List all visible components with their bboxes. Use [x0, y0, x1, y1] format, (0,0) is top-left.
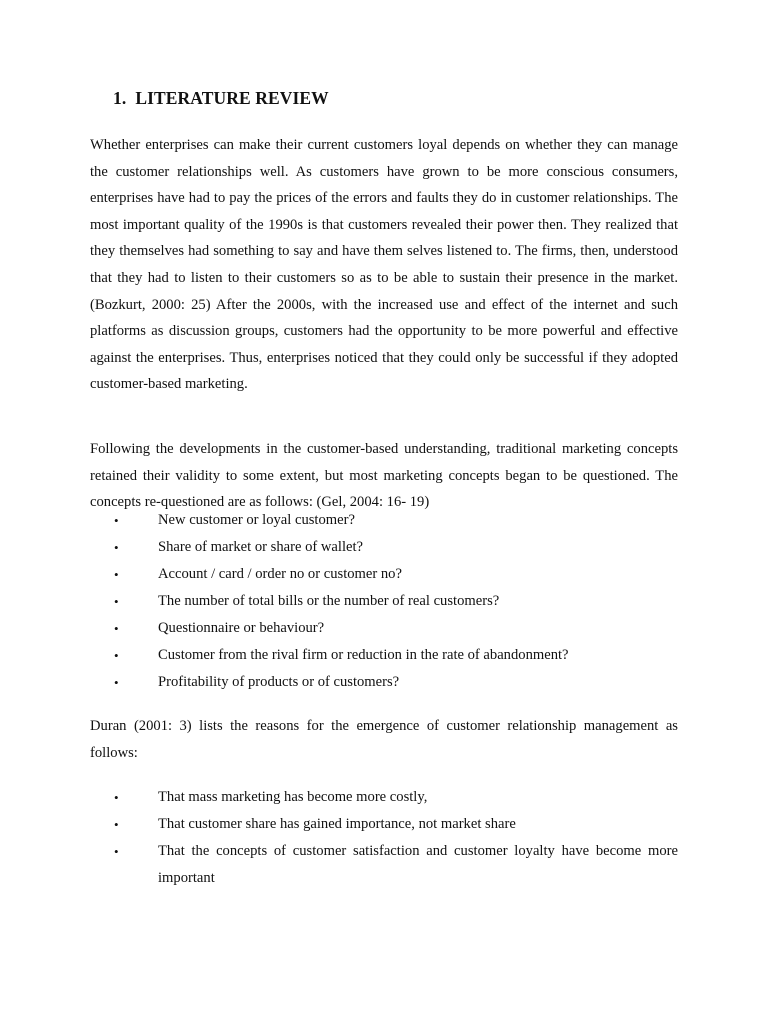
- bullet-icon: •: [114, 540, 119, 555]
- list-item: [90, 811, 678, 838]
- list-item: [90, 534, 678, 561]
- list-item-text: New customer or loyal customer?: [158, 512, 355, 528]
- list-item-text: Share of market or share of wallet?: [158, 539, 364, 555]
- bullet-icon: •: [114, 817, 119, 832]
- list-item: [90, 615, 678, 642]
- list-item-text: That the concepts of customer satisfaction and customer loyalty have become more important: [158, 843, 678, 886]
- bullet-icon: •: [114, 621, 119, 636]
- list-item-text: Questionnaire or behaviour?: [158, 620, 325, 636]
- bullet-icon: •: [114, 513, 119, 528]
- bullet-icon: •: [114, 844, 119, 859]
- concepts-list: [90, 507, 678, 696]
- list-item: [90, 838, 678, 892]
- bullet-icon: •: [114, 567, 119, 582]
- section-title: LITERATURE REVIEW: [135, 88, 329, 108]
- paragraph-concepts-intro: Following the developments in the customer-based understanding, traditional marketing concepts retained their validity to some extent, but most marketing concepts began to be questioned. The concepts re-questioned are as follows: (Gel, 2004: 16- 19): [90, 441, 678, 511]
- bullet-icon: •: [114, 790, 119, 805]
- list-item: [90, 642, 678, 669]
- bullet-icon: •: [114, 675, 119, 690]
- list-item-text: Profitability of products or of customers?: [158, 674, 400, 690]
- list-item-text: That customer share has gained importance, not market share: [158, 816, 516, 832]
- paragraph-reasons-intro: Duran (2001: 3) lists the reasons for the emergence of customer relationship management as follows:: [90, 718, 678, 761]
- list-item: [90, 784, 678, 811]
- list-item: [90, 588, 678, 615]
- section-number: 1.: [113, 88, 127, 108]
- paragraph-intro: Whether enterprises can make their current customers loyal depends on whether they can manage the customer relationships well. As customers have grown to be more conscious consumers, enterprises have had to pay the prices of the errors and faults they do in customer relationships. The most important quality of the 1990s is that customers revealed their power then. They realized that they themselves had something to say and have them selves listened to. The firms, then, understood that they had to listen to their customers so as to be able to sustain their presence in the market. (Bozkurt, 2000: 25) After the 2000s, with the increased use and effect of the internet and such platforms as discussion groups, customers had the opportunity to be more powerful and effective against the enterprises. Thus, enterprises noticed that they could only be successful if they adopted customer-based marketing.: [90, 137, 678, 393]
- list-item-text: Account / card / order no or customer no?: [158, 566, 402, 582]
- bullet-icon: •: [114, 594, 119, 609]
- bullet-icon: •: [114, 648, 119, 663]
- list-item: [90, 561, 678, 588]
- list-item: [90, 669, 678, 696]
- list-item-text: The number of total bills or the number of real customers?: [158, 593, 500, 609]
- section-heading: [113, 88, 329, 109]
- list-item-text: That mass marketing has become more costly,: [158, 789, 428, 805]
- list-item: [90, 507, 678, 534]
- list-item-text: Customer from the rival firm or reduction in the rate of abandonment?: [158, 647, 569, 663]
- reasons-list: [90, 784, 678, 892]
